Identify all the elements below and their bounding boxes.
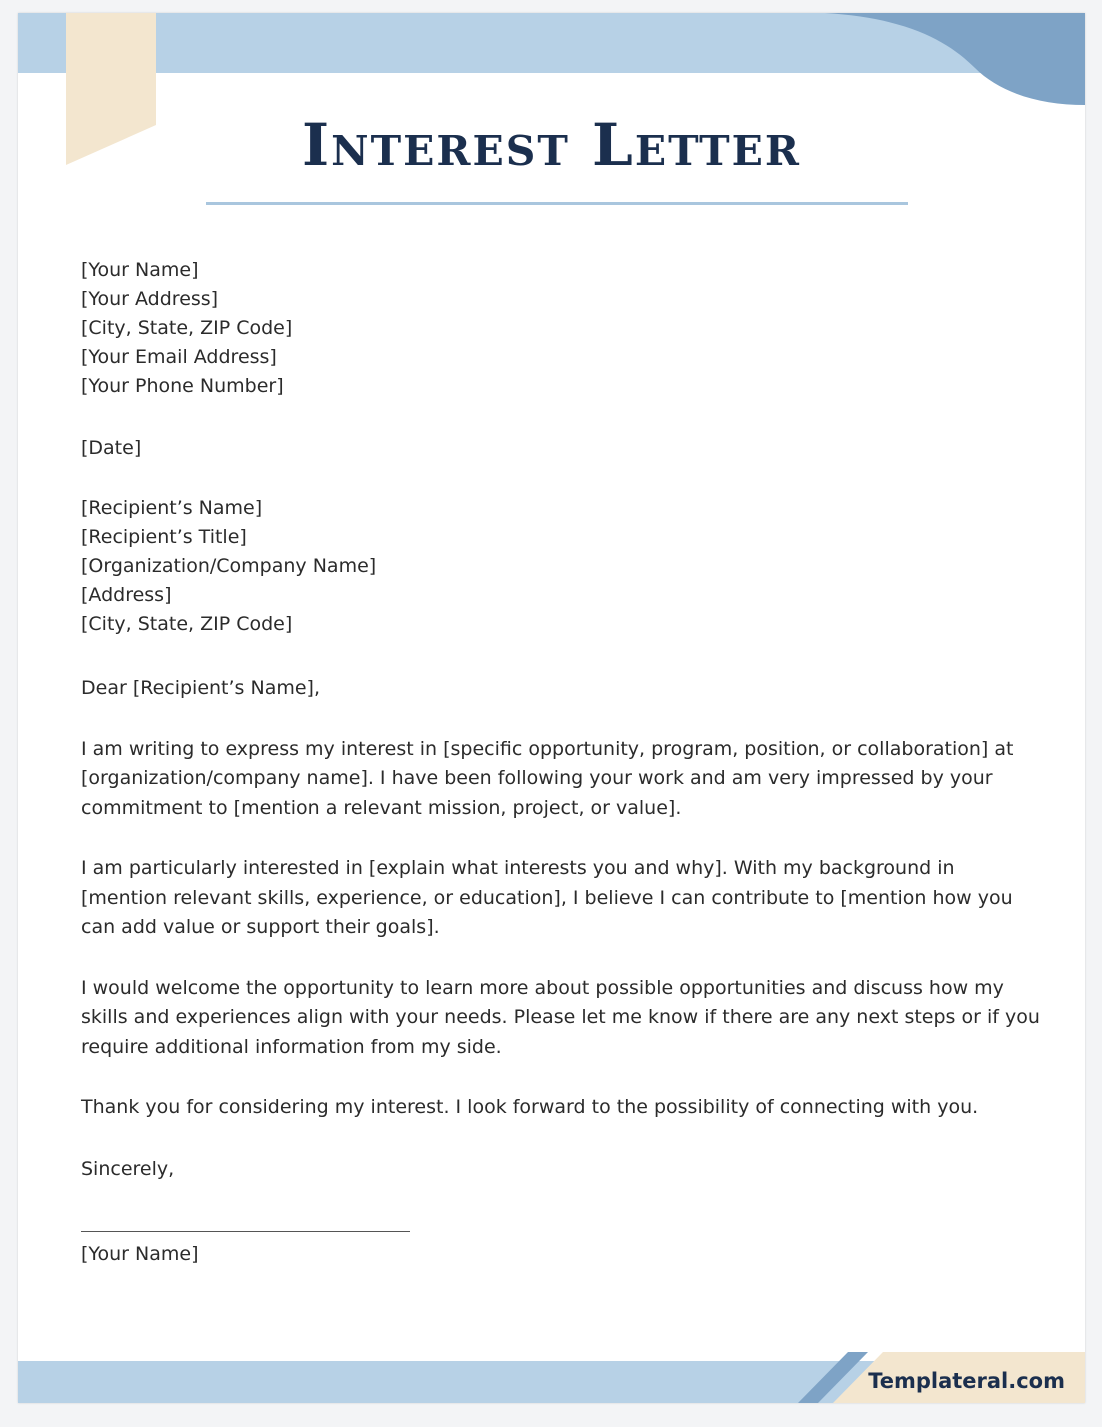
date-block	[81, 434, 1041, 463]
letter-page	[18, 13, 1085, 1403]
recipient-city-state-zip: [City, State, ZIP Code]	[81, 613, 293, 635]
letter-title: Interest Letter	[302, 111, 801, 179]
corner-wave-decoration	[825, 13, 1085, 105]
recipient-title: [Recipient’s Title]	[81, 526, 247, 548]
salutation: Dear [Recipient’s Name],	[81, 677, 320, 699]
sender-address: [Your Address]	[81, 288, 219, 310]
sender-phone: [Your Phone Number]	[81, 375, 284, 397]
recipient-name: [Recipient’s Name]	[81, 497, 263, 519]
body-paragraph: Thank you for considering my interest. I look forward to the possibility of connecting with you.	[81, 1096, 979, 1118]
body-paragraph: I am particularly interested in [explain what interests you and why]. With my background in [mention relevant skills, experience, or education], I believe I can contribute to [mention how you can add value or support their goals].	[81, 857, 1013, 938]
recipient-organization: [Organization/Company Name]	[81, 555, 377, 577]
recipient-address: [Address]	[81, 584, 172, 606]
letter-body	[81, 256, 1041, 1270]
sender-email: [Your Email Address]	[81, 346, 277, 368]
signature-line	[81, 1231, 410, 1232]
body-paragraph: I would welcome the opportunity to learn more about possible opportunities and discuss how my skills and experiences align with your needs. Please let me know if there are any next steps or if you require additional information from my side.	[81, 976, 1040, 1058]
recipient-address-block	[81, 494, 1041, 639]
sender-city-state-zip: [City, State, ZIP Code]	[81, 317, 293, 339]
closing: Sincerely,	[81, 1157, 175, 1180]
letter-date: [Date]	[81, 437, 142, 459]
signature-name: [Your Name]	[81, 1243, 199, 1265]
sender-name: [Your Name]	[81, 259, 199, 281]
title-underline	[206, 202, 908, 205]
sender-address-block	[81, 256, 1041, 401]
footer-brand: Templateral.com	[868, 1369, 1065, 1393]
body-paragraph: I am writing to express my interest in [specific opportunity, program, position, or collaboration] at [organization/company name]. I have been following your work and am very impressed by your commitment to [mention a relevant mission, project, or value].	[81, 737, 1014, 819]
